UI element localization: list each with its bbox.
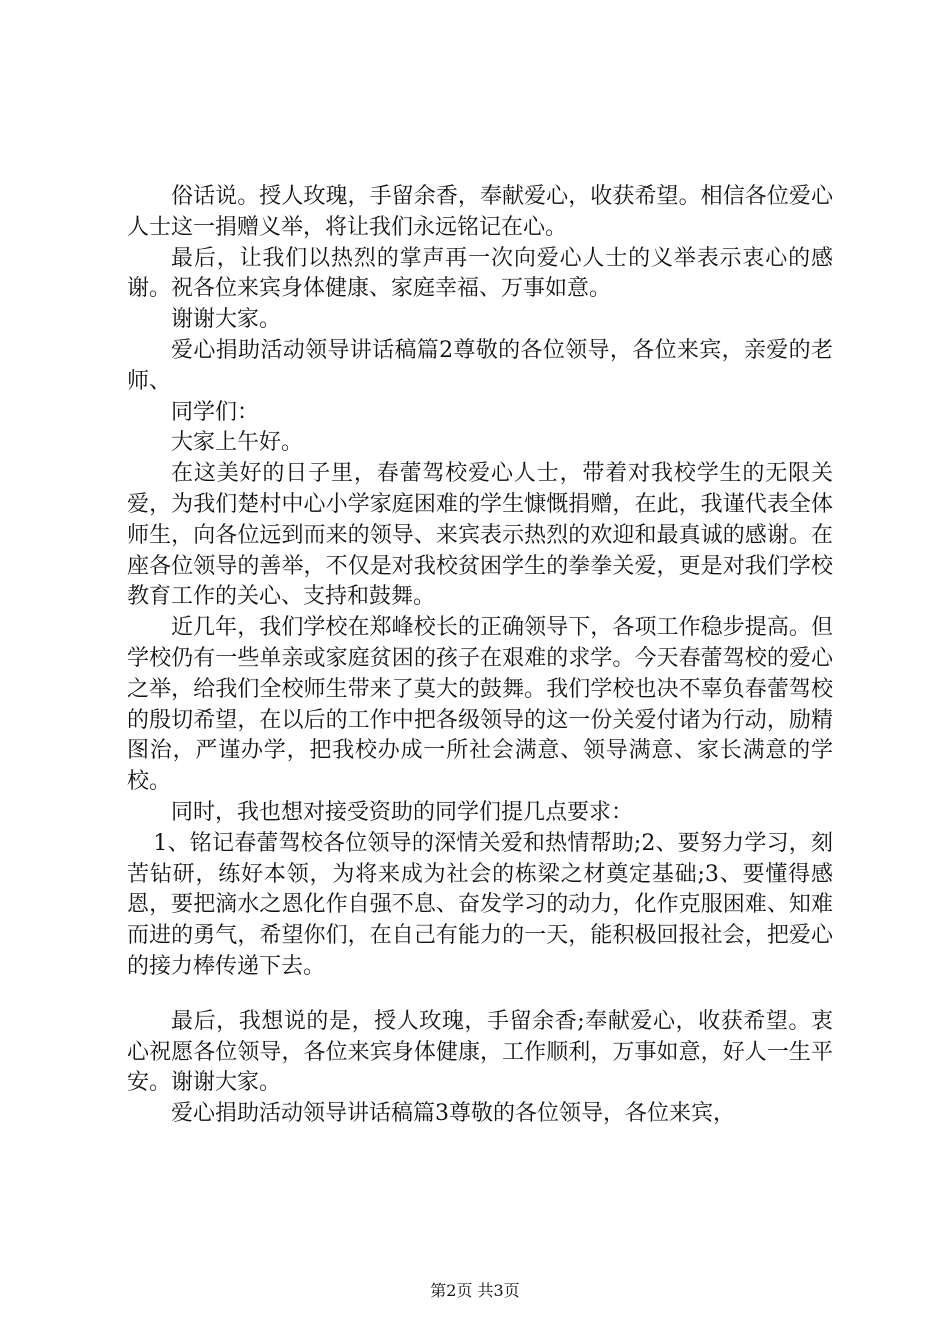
paragraph-6: 大家上午好。 xyxy=(171,430,304,456)
paragraph-gap xyxy=(127,983,833,1007)
document-body xyxy=(127,182,833,1130)
page-footer: 第2页 共3页 xyxy=(430,1281,520,1300)
paragraph-8: 近几年，我们学校在郑峰校长的正确领导下，各项工作稳步提高。但学校仍有一些单亲或家庭贫困的孩子在艰难的求学。今天春蕾驾校的爱心之举，给我们全校师生带来了莫大的鼓舞。我们学校也决不辜负春蕾驾校的殷切希望，在以后的工作中把各级领导的这一份关爱付诸为行动，励精图治，严谨办学，把我校办成一所社会满意、领导满意、家长满意的学校。 xyxy=(127,615,833,795)
paragraph-9: 同时，我也想对接受资助的同学们提几点要求： xyxy=(171,799,634,825)
paragraph-4: 爱心捐助活动领导讲话稿篇2尊敬的各位领导，各位来宾，亲爱的老师、 xyxy=(127,337,833,394)
paragraph-7: 在这美好的日子里，春蕾驾校爱心人士，带着对我校学生的无限关爱，为我们楚村中心小学家庭困难的学生慷慨捐赠，在此，我谨代表全体师生，向各位远到而来的领导、来宾表示热烈的欢迎和最真诚的感谢。在座各位领导的善举，不仅是对我校贫困学生的拳拳关爱，更是对我们学校教育工作的关心、支持和鼓舞。 xyxy=(127,461,833,610)
paragraph-3: 谢谢大家。 xyxy=(171,307,282,333)
paragraph-2: 最后，让我们以热烈的掌声再一次向爱心人士的义举表示衷心的感谢。祝各位来宾身体健康、家庭幸福、万事如意。 xyxy=(127,245,833,302)
paragraph-12: 爱心捐助活动领导讲话稿篇3尊敬的各位领导，各位来宾， xyxy=(171,1101,735,1127)
paragraph-10: 1、铭记春蕾驾校各位领导的深情关爱和热情帮助;2、要努力学习，刻苦钻研，练好本领，为将来成为社会的栋梁之材奠定基础;3、要懂得感恩，要把滴水之恩化作自强不息、奋发学习的动力，化作克服困难、知难而进的勇气，希望你们，在自己有能力的一天，能积极回报社会，把爱心的接力棒传递下去。 xyxy=(127,830,833,979)
paragraph-1: 俗话说。授人玫瑰，手留余香，奉献爱心，收获希望。相信各位爱心人士这一捐赠义举，将让我们永远铭记在心。 xyxy=(127,184,833,240)
paragraph-11: 最后，我想说的是，授人玫瑰，手留余香;奉献爱心，收获希望。衷心祝愿各位领导，各位来宾身体健康，工作顺利，万事如意，好人一生平安。谢谢大家。 xyxy=(127,1008,833,1096)
paragraph-5: 同学们： xyxy=(171,399,260,425)
